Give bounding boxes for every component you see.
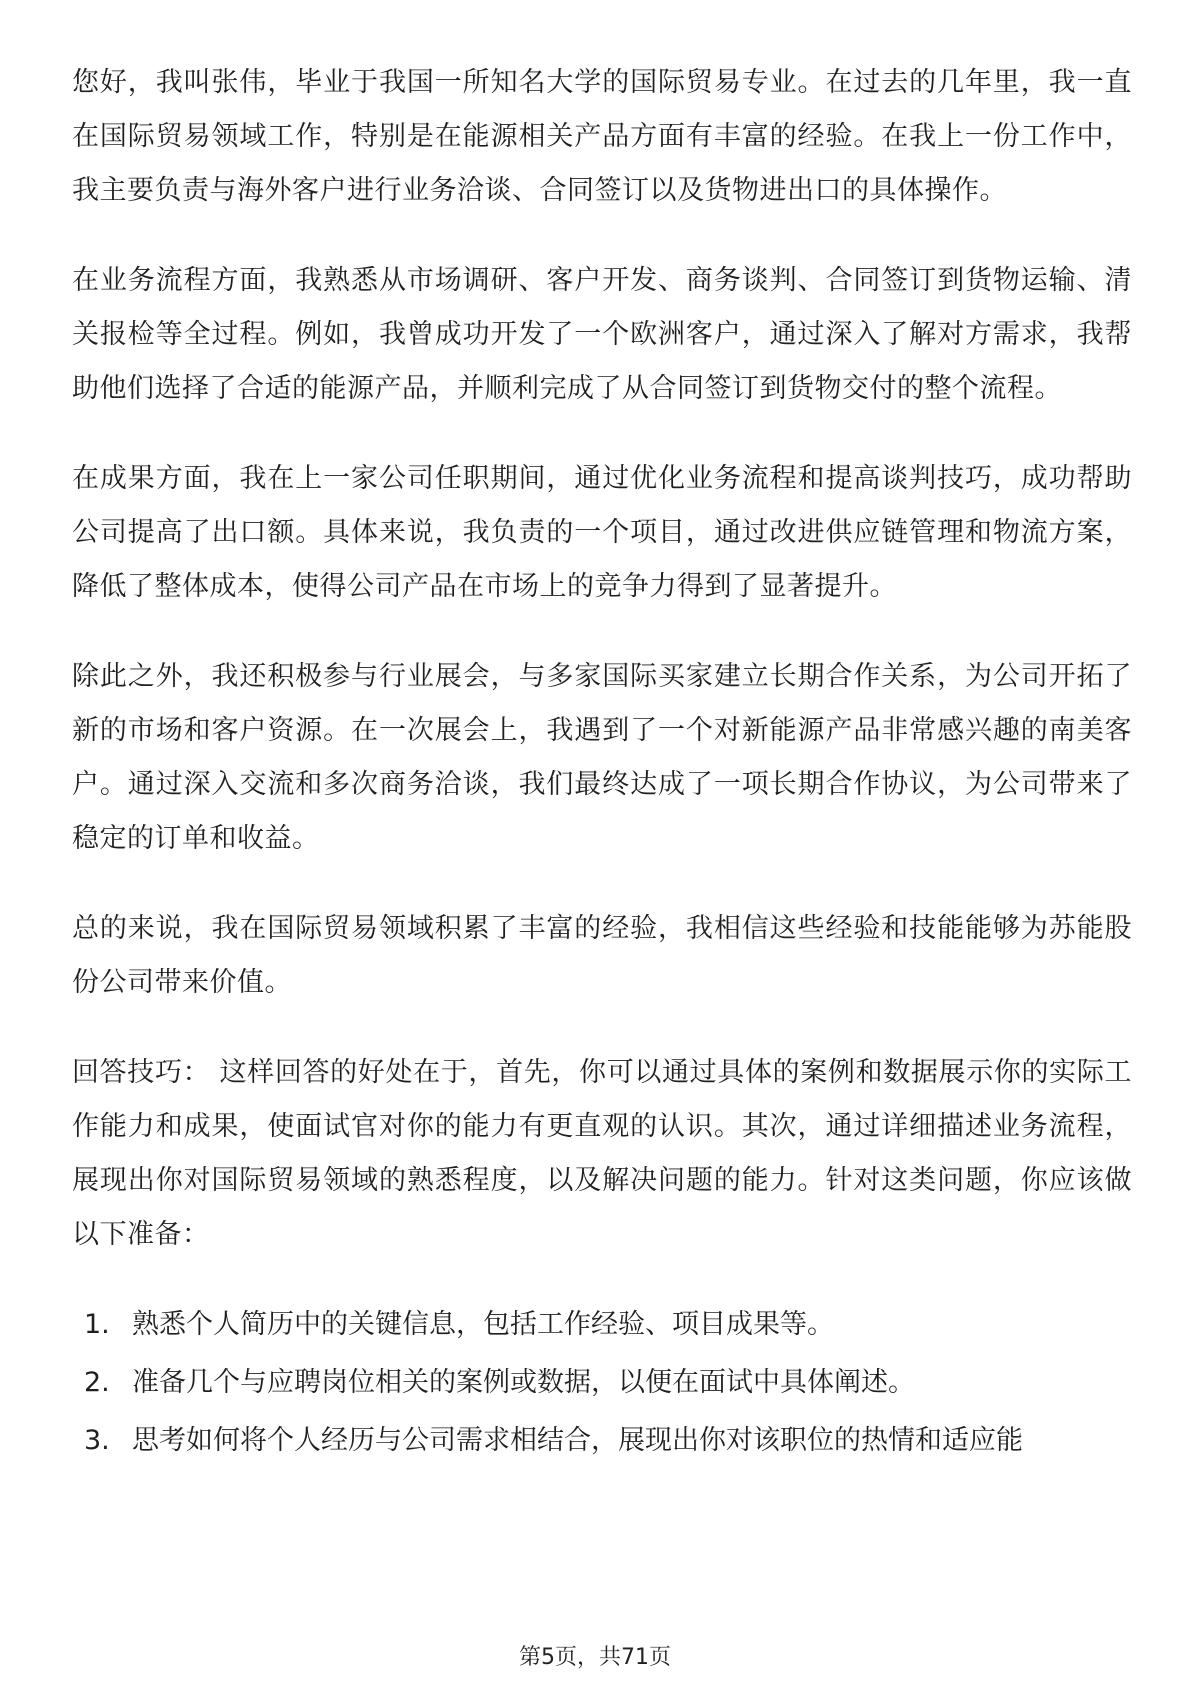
- list-item: [72, 1298, 1132, 1352]
- list-item-text: 准备几个与应聘岗位相关的案例或数据，以便在面试中具体阐述。: [132, 1367, 915, 1398]
- paragraph-process: 在业务流程方面，我熟悉从市场调研、客户开发、商务谈判、合同签订到货物运输、清关报检等全过程。例如，我曾成功开发了一个欧洲客户，通过深入了解对方需求，我帮助他们选择了合适的能源产品，并顺利完成了从合同签订到货物交付的整个流程。: [72, 265, 1132, 404]
- paragraph-results: 在成果方面，我在上一家公司任职期间，通过优化业务流程和提高谈判技巧，成功帮助公司提高了出口额。具体来说，我负责的一个项目，通过改进供应链管理和物流方案，降低了整体成本，使得公司产品在市场上的竞争力得到了显著提升。: [72, 463, 1132, 602]
- page-footer: 第5页，共71页: [519, 1645, 671, 1670]
- paragraph-tips: 回答技巧： 这样回答的好处在于，首先，你可以通过具体的案例和数据展示你的实际工作能力和成果，使面试官对你的能力有更直观的认识。其次，通过详细描述业务流程，展现出你对国际贸易领域的熟悉程度，以及解决问题的能力。针对这类问题，你应该做以下准备：: [72, 1057, 1132, 1250]
- list-item-number: 1.: [84, 1309, 110, 1340]
- list-item-text: 思考如何将个人经历与公司需求相结合，展现出你对该职位的热情和适应能: [132, 1425, 1023, 1456]
- list-item-text: 熟悉个人简历中的关键信息，包括工作经验、项目成果等。: [132, 1309, 834, 1340]
- list-item: [72, 1356, 1132, 1410]
- list-item-number: 2.: [84, 1367, 110, 1398]
- paragraph-summary: 总的来说，我在国际贸易领域积累了丰富的经验，我相信这些经验和技能能够为苏能股份公司带来价值。: [72, 913, 1132, 998]
- preparation-list: [72, 1298, 1132, 1468]
- paragraph-exhibition: 除此之外，我还积极参与行业展会，与多家国际买家建立长期合作关系，为公司开拓了新的市场和客户资源。在一次展会上，我遇到了一个对新能源产品非常感兴趣的南美客户。通过深入交流和多次商务洽谈，我们最终达成了一项长期合作协议，为公司带来了稳定的订单和收益。: [72, 661, 1132, 854]
- paragraph-intro: 您好，我叫张伟，毕业于我国一所知名大学的国际贸易专业。在过去的几年里，我一直在国际贸易领域工作，特别是在能源相关产品方面有丰富的经验。在我上一份工作中，我主要负责与海外客户进行业务洽谈、合同签订以及货物进出口的具体操作。: [72, 67, 1132, 206]
- document-body: [72, 56, 1132, 1472]
- list-item-number: 3.: [84, 1425, 110, 1456]
- list-item: [72, 1414, 1132, 1468]
